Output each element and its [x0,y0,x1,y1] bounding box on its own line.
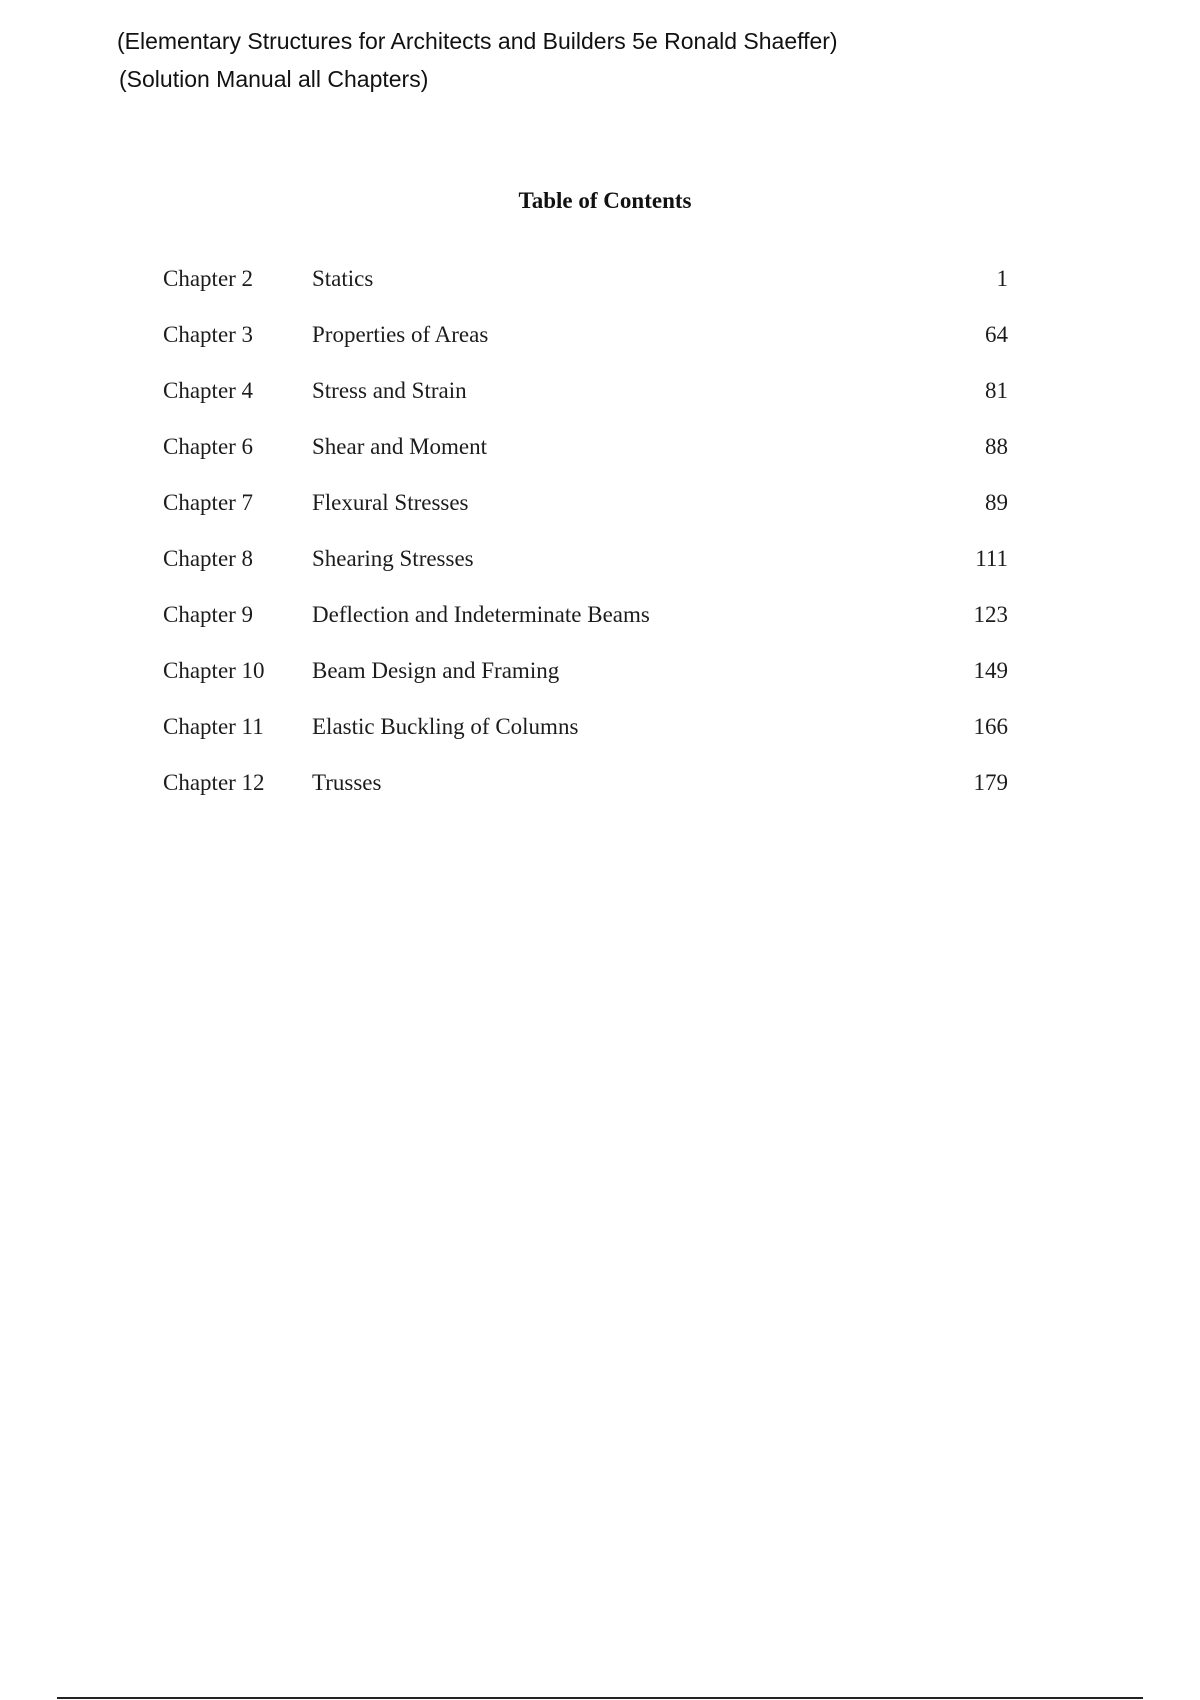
toc-entry [163,546,1008,602]
toc-chapter-name: Shear and Moment [312,434,488,459]
toc-chapter-label: Chapter 8 [163,546,254,571]
toc-page-number: 64 [985,322,1008,347]
toc-chapter-name: Stress and Strain [312,378,467,403]
toc-chapter-name: Deflection and Indeterminate Beams [312,602,650,627]
toc-page-number: 179 [973,770,1008,795]
toc-chapter-name: Shearing Stresses [312,546,474,571]
toc-entry [163,434,1008,490]
toc-chapter-label: Chapter 7 [163,490,254,515]
toc-chapter-label: Chapter 2 [163,266,254,291]
toc-page-number: 166 [973,714,1008,739]
toc-chapter-label: Chapter 9 [163,602,254,627]
toc-entry [163,602,1008,658]
toc-chapter-label: Chapter 6 [163,434,254,459]
toc-entry [163,770,1008,826]
toc-entry [163,378,1008,434]
toc-title: Table of Contents [518,188,692,213]
toc-page-number: 89 [985,490,1008,515]
toc-page-number: 81 [985,378,1008,403]
toc-chapter-label: Chapter 3 [163,322,254,347]
toc-page-number: 149 [973,658,1008,683]
toc-chapter-label: Chapter 12 [163,770,265,795]
toc-chapter-label: Chapter 10 [163,658,265,683]
toc-page-number: 111 [975,546,1008,571]
toc-entry [163,714,1008,770]
toc-entry [163,490,1008,546]
toc-chapter-label: Chapter 4 [163,378,254,403]
toc-list [163,266,1008,826]
toc-page-number: 88 [985,434,1008,459]
toc-chapter-name: Flexural Stresses [312,490,469,515]
toc-chapter-name: Elastic Buckling of Columns [312,714,579,739]
toc-entry [163,322,1008,378]
toc-page-number: 1 [996,266,1008,291]
toc-chapter-name: Statics [312,266,374,291]
footer-divider [57,1697,1143,1699]
document-header-title: (Elementary Structures for Architects and Builders 5e Ronald Shaeffer) [117,28,838,54]
toc-page-number: 123 [973,602,1008,627]
toc-chapter-name: Trusses [312,770,382,795]
document-header-subtitle: (Solution Manual all Chapters) [119,66,429,92]
toc-chapter-name: Properties of Areas [312,322,489,347]
toc-chapter-label: Chapter 11 [163,714,264,739]
toc-chapter-name: Beam Design and Framing [312,658,560,683]
toc-entry [163,266,1008,322]
toc-entry [163,658,1008,714]
